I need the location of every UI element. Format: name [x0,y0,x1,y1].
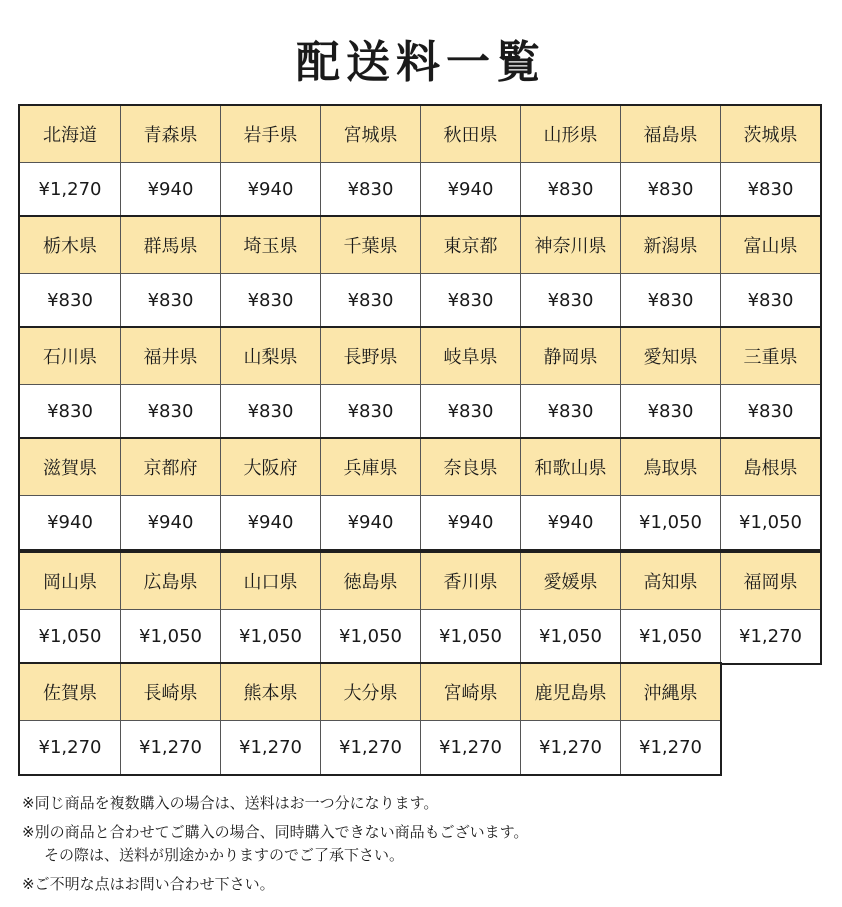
shipping-price-cell: ¥1,270 [720,610,820,663]
prefecture-name-cell: 山梨県 [220,328,320,384]
prefecture-name-cell: 静岡県 [520,328,620,384]
shipping-price-cell: ¥940 [120,163,220,216]
prefecture-name-cell: 長崎県 [120,664,220,720]
region-block [18,104,822,218]
prefecture-name-cell: 新潟県 [620,217,720,273]
shipping-price-cell: ¥830 [320,385,420,438]
shipping-price-cell: ¥830 [720,163,820,216]
prefecture-name-cell: 大分県 [320,664,420,720]
price-row [20,721,720,774]
prefecture-name-cell: 山形県 [520,106,620,162]
prefecture-name-cell: 富山県 [720,217,820,273]
prefecture-name-cell: 熊本県 [220,664,320,720]
shipping-price-cell: ¥1,050 [720,496,820,549]
shipping-price-cell: ¥940 [520,496,620,549]
note-text: ※ご不明な点はお問い合わせ下さい。 [22,875,275,893]
prefecture-row [20,328,820,385]
shipping-price-cell: ¥1,050 [220,610,320,663]
shipping-price-cell: ¥940 [420,163,520,216]
prefecture-name-cell: 山口県 [220,553,320,609]
shipping-price-cell: ¥1,270 [620,721,720,774]
prefecture-name-cell: 福岡県 [720,553,820,609]
prefecture-name-cell: 大阪府 [220,439,320,495]
prefecture-row [20,664,720,721]
shipping-price-cell: ¥1,270 [20,721,120,774]
shipping-price-cell: ¥1,050 [420,610,520,663]
shipping-price-cell: ¥940 [320,496,420,549]
prefecture-name-cell: 岩手県 [220,106,320,162]
region-block [18,215,822,329]
prefecture-name-cell: 高知県 [620,553,720,609]
shipping-price-cell: ¥1,270 [20,163,120,216]
prefecture-name-cell: 岡山県 [20,553,120,609]
price-row [20,496,820,549]
prefecture-name-cell: 群馬県 [120,217,220,273]
shipping-price-cell: ¥830 [720,274,820,327]
shipping-price-cell: ¥830 [220,385,320,438]
shipping-price-cell: ¥940 [420,496,520,549]
shipping-price-cell: ¥1,050 [20,610,120,663]
note-item [22,792,528,815]
prefecture-name-cell: 沖縄県 [620,664,720,720]
shipping-price-cell: ¥940 [220,163,320,216]
prefecture-name-cell: 福島県 [620,106,720,162]
prefecture-name-cell: 愛媛県 [520,553,620,609]
shipping-price-cell: ¥1,050 [120,610,220,663]
shipping-price-cell: ¥1,270 [520,721,620,774]
prefecture-name-cell: 京都府 [120,439,220,495]
shipping-price-cell: ¥830 [20,385,120,438]
shipping-price-cell: ¥1,050 [320,610,420,663]
prefecture-row [20,106,820,163]
shipping-price-cell: ¥940 [120,496,220,549]
prefecture-name-cell: 福井県 [120,328,220,384]
prefecture-name-cell: 青森県 [120,106,220,162]
prefecture-name-cell: 長野県 [320,328,420,384]
shipping-price-cell: ¥830 [120,274,220,327]
shipping-price-cell: ¥940 [220,496,320,549]
prefecture-name-cell: 鹿児島県 [520,664,620,720]
prefecture-name-cell: 東京都 [420,217,520,273]
note-item [22,821,528,867]
prefecture-name-cell: 神奈川県 [520,217,620,273]
note-text: その際は、送料が別途かかりますのでご了承下さい。 [44,846,405,864]
prefecture-name-cell: 島根県 [720,439,820,495]
prefecture-name-cell: 和歌山県 [520,439,620,495]
shipping-price-cell: ¥830 [320,274,420,327]
shipping-price-cell: ¥1,050 [620,496,720,549]
price-row [20,274,820,327]
note-item [22,873,528,896]
shipping-price-cell: ¥1,050 [620,610,720,663]
shipping-price-cell: ¥1,270 [420,721,520,774]
prefecture-name-cell: 北海道 [20,106,120,162]
prefecture-row [20,217,820,274]
region-block [18,326,822,440]
shipping-price-cell: ¥830 [620,274,720,327]
price-row [20,163,820,216]
region-block [18,551,822,665]
region-block [18,437,822,551]
prefecture-name-cell: 埼玉県 [220,217,320,273]
region-block [18,662,722,776]
shipping-price-cell: ¥830 [520,385,620,438]
shipping-price-cell: ¥1,270 [320,721,420,774]
shipping-price-cell: ¥830 [520,163,620,216]
shipping-price-cell: ¥830 [220,274,320,327]
prefecture-name-cell: 兵庫県 [320,439,420,495]
prefecture-name-cell: 香川県 [420,553,520,609]
shipping-price-cell: ¥830 [320,163,420,216]
prefecture-name-cell: 鳥取県 [620,439,720,495]
note-text: ※別の商品と合わせてご購入の場合、同時購入できない商品もございます。 [22,823,529,841]
prefecture-name-cell: 愛知県 [620,328,720,384]
prefecture-name-cell: 佐賀県 [20,664,120,720]
prefecture-name-cell: 秋田県 [420,106,520,162]
prefecture-row [20,553,820,610]
prefecture-name-cell: 広島県 [120,553,220,609]
shipping-price-cell: ¥830 [20,274,120,327]
shipping-price-cell: ¥830 [120,385,220,438]
prefecture-name-cell: 徳島県 [320,553,420,609]
shipping-price-cell: ¥1,270 [120,721,220,774]
shipping-price-cell: ¥830 [520,274,620,327]
prefecture-name-cell: 三重県 [720,328,820,384]
prefecture-name-cell: 宮城県 [320,106,420,162]
shipping-price-cell: ¥830 [420,385,520,438]
note-text: ※同じ商品を複数購入の場合は、送料はお一つ分になります。 [22,794,439,812]
price-row [20,610,820,663]
prefecture-name-cell: 奈良県 [420,439,520,495]
shipping-price-cell: ¥830 [420,274,520,327]
prefecture-name-cell: 岐阜県 [420,328,520,384]
prefecture-row [20,439,820,496]
page-title: 配送料一覧 [296,37,546,88]
shipping-price-cell: ¥830 [720,385,820,438]
prefecture-name-cell: 宮崎県 [420,664,520,720]
prefecture-name-cell: 茨城県 [720,106,820,162]
prefecture-name-cell: 石川県 [20,328,120,384]
shipping-price-cell: ¥830 [620,163,720,216]
shipping-price-cell: ¥830 [620,385,720,438]
shipping-price-cell: ¥1,050 [520,610,620,663]
prefecture-name-cell: 千葉県 [320,217,420,273]
shipping-price-cell: ¥1,270 [220,721,320,774]
prefecture-name-cell: 栃木県 [20,217,120,273]
notes-section [22,792,528,896]
price-row [20,385,820,438]
shipping-price-cell: ¥940 [20,496,120,549]
prefecture-name-cell: 滋賀県 [20,439,120,495]
